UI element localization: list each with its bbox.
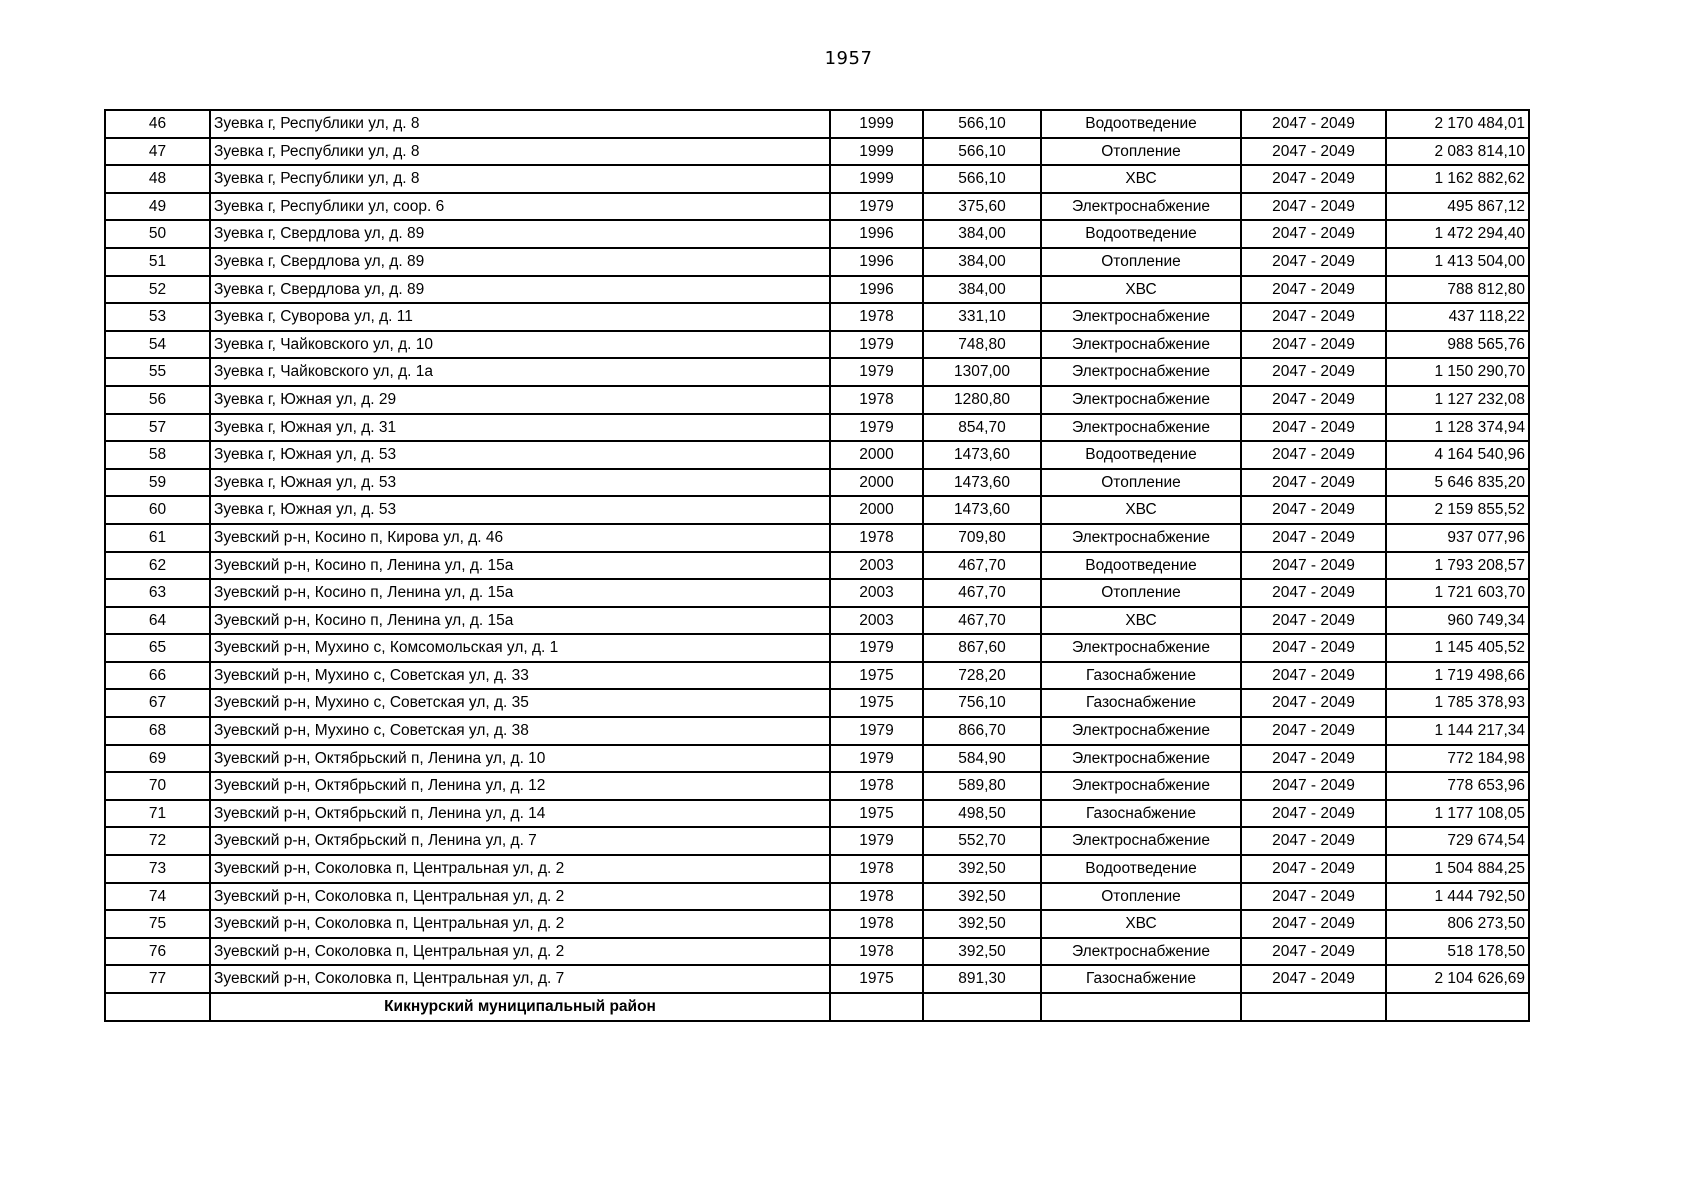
table-row bbox=[105, 248, 1529, 276]
cost-cell: 729 674,54 bbox=[1386, 827, 1529, 855]
section-title: Кикнурский муниципальный район bbox=[210, 993, 830, 1021]
work-type-cell: Отопление bbox=[1041, 138, 1241, 166]
work-type-cell: Электроснабжение bbox=[1041, 331, 1241, 359]
section-row bbox=[105, 993, 1529, 1021]
year-cell: 1979 bbox=[830, 717, 923, 745]
area-cell: 1280,80 bbox=[923, 386, 1041, 414]
address-cell: Зуевка г, Чайковского ул, д. 10 bbox=[210, 331, 830, 359]
cost-cell: 960 749,34 bbox=[1386, 607, 1529, 635]
period-cell: 2047 - 2049 bbox=[1241, 524, 1386, 552]
cost-cell: 1 144 217,34 bbox=[1386, 717, 1529, 745]
period-cell: 2047 - 2049 bbox=[1241, 827, 1386, 855]
row-number: 72 bbox=[105, 827, 210, 855]
period-cell: 2047 - 2049 bbox=[1241, 965, 1386, 993]
period-cell: 2047 - 2049 bbox=[1241, 607, 1386, 635]
cost-cell: 1 413 504,00 bbox=[1386, 248, 1529, 276]
period-cell: 2047 - 2049 bbox=[1241, 220, 1386, 248]
cost-cell: 1 177 108,05 bbox=[1386, 800, 1529, 828]
year-cell: 1975 bbox=[830, 965, 923, 993]
period-cell: 2047 - 2049 bbox=[1241, 110, 1386, 138]
table-row bbox=[105, 745, 1529, 773]
table-row bbox=[105, 772, 1529, 800]
table-row bbox=[105, 220, 1529, 248]
work-type-cell: Электроснабжение bbox=[1041, 358, 1241, 386]
table-row bbox=[105, 717, 1529, 745]
work-type-cell: Электроснабжение bbox=[1041, 745, 1241, 773]
period-cell: 2047 - 2049 bbox=[1241, 552, 1386, 580]
address-cell: Зуевский р-н, Октябрьский п, Ленина ул, д. 7 bbox=[210, 827, 830, 855]
year-cell: 1979 bbox=[830, 827, 923, 855]
section-year-cell bbox=[830, 993, 923, 1021]
area-cell: 331,10 bbox=[923, 303, 1041, 331]
work-type-cell: Электроснабжение bbox=[1041, 938, 1241, 966]
period-cell: 2047 - 2049 bbox=[1241, 441, 1386, 469]
work-type-cell: Электроснабжение bbox=[1041, 414, 1241, 442]
section-area-cell bbox=[923, 993, 1041, 1021]
address-cell: Зуевский р-н, Мухино с, Комсомольская ул, д. 1 bbox=[210, 634, 830, 662]
address-cell: Зуевский р-н, Мухино с, Советская ул, д. 33 bbox=[210, 662, 830, 690]
cost-cell: 1 793 208,57 bbox=[1386, 552, 1529, 580]
address-cell: Зуевка г, Республики ул, д. 8 bbox=[210, 110, 830, 138]
section-cost-cell bbox=[1386, 993, 1529, 1021]
work-type-cell: Электроснабжение bbox=[1041, 717, 1241, 745]
period-cell: 2047 - 2049 bbox=[1241, 496, 1386, 524]
address-cell: Зуевский р-н, Октябрьский п, Ленина ул, д. 14 bbox=[210, 800, 830, 828]
area-cell: 392,50 bbox=[923, 855, 1041, 883]
area-cell: 866,70 bbox=[923, 717, 1041, 745]
cost-cell: 2 170 484,01 bbox=[1386, 110, 1529, 138]
row-number: 70 bbox=[105, 772, 210, 800]
row-number: 46 bbox=[105, 110, 210, 138]
cost-cell: 2 159 855,52 bbox=[1386, 496, 1529, 524]
year-cell: 1999 bbox=[830, 165, 923, 193]
table-row bbox=[105, 165, 1529, 193]
row-number: 63 bbox=[105, 579, 210, 607]
period-cell: 2047 - 2049 bbox=[1241, 883, 1386, 911]
section-type-cell bbox=[1041, 993, 1241, 1021]
address-cell: Зуевский р-н, Косино п, Ленина ул, д. 15а bbox=[210, 552, 830, 580]
row-number: 66 bbox=[105, 662, 210, 690]
cost-cell: 4 164 540,96 bbox=[1386, 441, 1529, 469]
address-cell: Зуевка г, Свердлова ул, д. 89 bbox=[210, 276, 830, 304]
cost-cell: 437 118,22 bbox=[1386, 303, 1529, 331]
year-cell: 1978 bbox=[830, 938, 923, 966]
cost-cell: 1 128 374,94 bbox=[1386, 414, 1529, 442]
cost-cell: 2 083 814,10 bbox=[1386, 138, 1529, 166]
year-cell: 2003 bbox=[830, 607, 923, 635]
year-cell: 2000 bbox=[830, 496, 923, 524]
work-type-cell: Электроснабжение bbox=[1041, 386, 1241, 414]
address-cell: Зуевский р-н, Октябрьский п, Ленина ул, д. 10 bbox=[210, 745, 830, 773]
area-cell: 1473,60 bbox=[923, 469, 1041, 497]
year-cell: 2000 bbox=[830, 441, 923, 469]
area-cell: 756,10 bbox=[923, 689, 1041, 717]
table-body bbox=[105, 110, 1529, 1021]
year-cell: 1996 bbox=[830, 248, 923, 276]
year-cell: 1978 bbox=[830, 772, 923, 800]
cost-cell: 518 178,50 bbox=[1386, 938, 1529, 966]
row-number: 69 bbox=[105, 745, 210, 773]
row-number: 76 bbox=[105, 938, 210, 966]
period-cell: 2047 - 2049 bbox=[1241, 910, 1386, 938]
work-type-cell: Электроснабжение bbox=[1041, 193, 1241, 221]
table-row bbox=[105, 193, 1529, 221]
address-cell: Зуевка г, Республики ул, соор. 6 bbox=[210, 193, 830, 221]
work-type-cell: Электроснабжение bbox=[1041, 827, 1241, 855]
work-type-cell: Водоотведение bbox=[1041, 110, 1241, 138]
table-row bbox=[105, 579, 1529, 607]
cost-cell: 778 653,96 bbox=[1386, 772, 1529, 800]
period-cell: 2047 - 2049 bbox=[1241, 717, 1386, 745]
area-cell: 392,50 bbox=[923, 910, 1041, 938]
period-cell: 2047 - 2049 bbox=[1241, 800, 1386, 828]
cost-cell: 1 785 378,93 bbox=[1386, 689, 1529, 717]
table-row bbox=[105, 276, 1529, 304]
table-row bbox=[105, 524, 1529, 552]
row-number: 54 bbox=[105, 331, 210, 359]
address-cell: Зуевский р-н, Соколовка п, Центральная ул, д. 2 bbox=[210, 855, 830, 883]
cost-cell: 1 721 603,70 bbox=[1386, 579, 1529, 607]
table-row bbox=[105, 910, 1529, 938]
address-cell: Зуевка г, Южная ул, д. 53 bbox=[210, 441, 830, 469]
area-cell: 392,50 bbox=[923, 883, 1041, 911]
table-row bbox=[105, 331, 1529, 359]
address-cell: Зуевка г, Южная ул, д. 53 bbox=[210, 496, 830, 524]
year-cell: 1979 bbox=[830, 358, 923, 386]
cost-cell: 1 719 498,66 bbox=[1386, 662, 1529, 690]
area-cell: 384,00 bbox=[923, 248, 1041, 276]
cost-cell: 788 812,80 bbox=[1386, 276, 1529, 304]
cost-cell: 495 867,12 bbox=[1386, 193, 1529, 221]
period-cell: 2047 - 2049 bbox=[1241, 634, 1386, 662]
cost-cell: 1 127 232,08 bbox=[1386, 386, 1529, 414]
work-type-cell: Газоснабжение bbox=[1041, 662, 1241, 690]
address-cell: Зуевский р-н, Соколовка п, Центральная ул, д. 2 bbox=[210, 883, 830, 911]
area-cell: 854,70 bbox=[923, 414, 1041, 442]
row-number: 75 bbox=[105, 910, 210, 938]
section-period-cell bbox=[1241, 993, 1386, 1021]
year-cell: 1979 bbox=[830, 193, 923, 221]
table-row bbox=[105, 800, 1529, 828]
row-number: 51 bbox=[105, 248, 210, 276]
period-cell: 2047 - 2049 bbox=[1241, 855, 1386, 883]
table-row bbox=[105, 469, 1529, 497]
cost-cell: 772 184,98 bbox=[1386, 745, 1529, 773]
address-cell: Зуевский р-н, Косино п, Ленина ул, д. 15а bbox=[210, 607, 830, 635]
year-cell: 1978 bbox=[830, 524, 923, 552]
year-cell: 2003 bbox=[830, 552, 923, 580]
address-cell: Зуевка г, Чайковского ул, д. 1а bbox=[210, 358, 830, 386]
cost-cell: 937 077,96 bbox=[1386, 524, 1529, 552]
work-type-cell: ХВС bbox=[1041, 910, 1241, 938]
area-cell: 467,70 bbox=[923, 607, 1041, 635]
year-cell: 1975 bbox=[830, 800, 923, 828]
work-type-cell: Газоснабжение bbox=[1041, 965, 1241, 993]
area-cell: 728,20 bbox=[923, 662, 1041, 690]
work-type-cell: Электроснабжение bbox=[1041, 524, 1241, 552]
page-number: 1957 bbox=[824, 48, 873, 69]
year-cell: 1996 bbox=[830, 276, 923, 304]
area-cell: 384,00 bbox=[923, 220, 1041, 248]
address-cell: Зуевский р-н, Косино п, Кирова ул, д. 46 bbox=[210, 524, 830, 552]
table-row bbox=[105, 634, 1529, 662]
row-number: 60 bbox=[105, 496, 210, 524]
row-number: 62 bbox=[105, 552, 210, 580]
row-number: 55 bbox=[105, 358, 210, 386]
area-cell: 467,70 bbox=[923, 579, 1041, 607]
row-number: 74 bbox=[105, 883, 210, 911]
table-row bbox=[105, 965, 1529, 993]
area-cell: 375,60 bbox=[923, 193, 1041, 221]
row-number: 67 bbox=[105, 689, 210, 717]
year-cell: 1978 bbox=[830, 910, 923, 938]
area-cell: 867,60 bbox=[923, 634, 1041, 662]
area-cell: 498,50 bbox=[923, 800, 1041, 828]
table-row bbox=[105, 855, 1529, 883]
period-cell: 2047 - 2049 bbox=[1241, 579, 1386, 607]
cost-cell: 1 504 884,25 bbox=[1386, 855, 1529, 883]
work-type-cell: Отопление bbox=[1041, 248, 1241, 276]
table-row bbox=[105, 607, 1529, 635]
row-number: 48 bbox=[105, 165, 210, 193]
period-cell: 2047 - 2049 bbox=[1241, 331, 1386, 359]
address-cell: Зуевский р-н, Косино п, Ленина ул, д. 15а bbox=[210, 579, 830, 607]
period-cell: 2047 - 2049 bbox=[1241, 248, 1386, 276]
work-type-cell: ХВС bbox=[1041, 276, 1241, 304]
table-row bbox=[105, 883, 1529, 911]
work-type-cell: Отопление bbox=[1041, 579, 1241, 607]
row-number: 49 bbox=[105, 193, 210, 221]
address-cell: Зуевский р-н, Соколовка п, Центральная ул, д. 2 bbox=[210, 910, 830, 938]
table-row bbox=[105, 496, 1529, 524]
cost-cell: 1 162 882,62 bbox=[1386, 165, 1529, 193]
area-cell: 891,30 bbox=[923, 965, 1041, 993]
row-number: 53 bbox=[105, 303, 210, 331]
year-cell: 1978 bbox=[830, 883, 923, 911]
area-cell: 566,10 bbox=[923, 110, 1041, 138]
work-type-cell: Электроснабжение bbox=[1041, 634, 1241, 662]
row-number: 68 bbox=[105, 717, 210, 745]
year-cell: 1979 bbox=[830, 331, 923, 359]
row-number: 73 bbox=[105, 855, 210, 883]
area-cell: 552,70 bbox=[923, 827, 1041, 855]
address-cell: Зуевка г, Суворова ул, д. 11 bbox=[210, 303, 830, 331]
work-type-cell: ХВС bbox=[1041, 496, 1241, 524]
address-cell: Зуевский р-н, Мухино с, Советская ул, д. 38 bbox=[210, 717, 830, 745]
work-type-cell: Газоснабжение bbox=[1041, 689, 1241, 717]
row-number: 52 bbox=[105, 276, 210, 304]
work-type-cell: Электроснабжение bbox=[1041, 772, 1241, 800]
cost-cell: 806 273,50 bbox=[1386, 910, 1529, 938]
period-cell: 2047 - 2049 bbox=[1241, 938, 1386, 966]
work-type-cell: Водоотведение bbox=[1041, 220, 1241, 248]
table-row bbox=[105, 689, 1529, 717]
row-number: 61 bbox=[105, 524, 210, 552]
area-cell: 392,50 bbox=[923, 938, 1041, 966]
area-cell: 1307,00 bbox=[923, 358, 1041, 386]
address-cell: Зуевка г, Республики ул, д. 8 bbox=[210, 165, 830, 193]
year-cell: 1975 bbox=[830, 662, 923, 690]
row-number: 59 bbox=[105, 469, 210, 497]
work-type-cell: Водоотведение bbox=[1041, 855, 1241, 883]
table-row bbox=[105, 938, 1529, 966]
area-cell: 1473,60 bbox=[923, 441, 1041, 469]
area-cell: 467,70 bbox=[923, 552, 1041, 580]
work-type-cell: ХВС bbox=[1041, 607, 1241, 635]
cost-cell: 2 104 626,69 bbox=[1386, 965, 1529, 993]
work-type-cell: Отопление bbox=[1041, 883, 1241, 911]
row-number: 47 bbox=[105, 138, 210, 166]
address-cell: Зуевка г, Южная ул, д. 53 bbox=[210, 469, 830, 497]
section-num-cell bbox=[105, 993, 210, 1021]
address-cell: Зуевский р-н, Соколовка п, Центральная ул, д. 2 bbox=[210, 938, 830, 966]
year-cell: 1979 bbox=[830, 634, 923, 662]
area-cell: 566,10 bbox=[923, 138, 1041, 166]
year-cell: 1999 bbox=[830, 110, 923, 138]
area-cell: 748,80 bbox=[923, 331, 1041, 359]
cost-cell: 1 472 294,40 bbox=[1386, 220, 1529, 248]
row-number: 77 bbox=[105, 965, 210, 993]
address-cell: Зуевский р-н, Мухино с, Советская ул, д. 35 bbox=[210, 689, 830, 717]
year-cell: 1999 bbox=[830, 138, 923, 166]
area-cell: 589,80 bbox=[923, 772, 1041, 800]
cost-cell: 5 646 835,20 bbox=[1386, 469, 1529, 497]
year-cell: 1978 bbox=[830, 303, 923, 331]
row-number: 56 bbox=[105, 386, 210, 414]
year-cell: 2000 bbox=[830, 469, 923, 497]
period-cell: 2047 - 2049 bbox=[1241, 745, 1386, 773]
row-number: 57 bbox=[105, 414, 210, 442]
registry-table bbox=[104, 109, 1530, 1022]
table-row bbox=[105, 414, 1529, 442]
period-cell: 2047 - 2049 bbox=[1241, 358, 1386, 386]
year-cell: 1996 bbox=[830, 220, 923, 248]
row-number: 58 bbox=[105, 441, 210, 469]
area-cell: 584,90 bbox=[923, 745, 1041, 773]
work-type-cell: Отопление bbox=[1041, 469, 1241, 497]
cost-cell: 1 145 405,52 bbox=[1386, 634, 1529, 662]
table-row bbox=[105, 358, 1529, 386]
area-cell: 384,00 bbox=[923, 276, 1041, 304]
table-row bbox=[105, 303, 1529, 331]
area-cell: 566,10 bbox=[923, 165, 1041, 193]
address-cell: Зуевка г, Южная ул, д. 29 bbox=[210, 386, 830, 414]
year-cell: 1979 bbox=[830, 414, 923, 442]
period-cell: 2047 - 2049 bbox=[1241, 772, 1386, 800]
address-cell: Зуевка г, Свердлова ул, д. 89 bbox=[210, 248, 830, 276]
year-cell: 1979 bbox=[830, 745, 923, 773]
table-row bbox=[105, 386, 1529, 414]
address-cell: Зуевский р-н, Соколовка п, Центральная ул, д. 7 bbox=[210, 965, 830, 993]
address-cell: Зуевка г, Южная ул, д. 31 bbox=[210, 414, 830, 442]
cost-cell: 988 565,76 bbox=[1386, 331, 1529, 359]
work-type-cell: Электроснабжение bbox=[1041, 303, 1241, 331]
period-cell: 2047 - 2049 bbox=[1241, 662, 1386, 690]
table-row bbox=[105, 827, 1529, 855]
table-row bbox=[105, 552, 1529, 580]
period-cell: 2047 - 2049 bbox=[1241, 303, 1386, 331]
year-cell: 1975 bbox=[830, 689, 923, 717]
period-cell: 2047 - 2049 bbox=[1241, 193, 1386, 221]
year-cell: 1978 bbox=[830, 386, 923, 414]
row-number: 65 bbox=[105, 634, 210, 662]
address-cell: Зуевский р-н, Октябрьский п, Ленина ул, д. 12 bbox=[210, 772, 830, 800]
area-cell: 709,80 bbox=[923, 524, 1041, 552]
work-type-cell: ХВС bbox=[1041, 165, 1241, 193]
period-cell: 2047 - 2049 bbox=[1241, 138, 1386, 166]
work-type-cell: Газоснабжение bbox=[1041, 800, 1241, 828]
period-cell: 2047 - 2049 bbox=[1241, 276, 1386, 304]
period-cell: 2047 - 2049 bbox=[1241, 689, 1386, 717]
row-number: 50 bbox=[105, 220, 210, 248]
address-cell: Зуевка г, Республики ул, д. 8 bbox=[210, 138, 830, 166]
table-row bbox=[105, 138, 1529, 166]
period-cell: 2047 - 2049 bbox=[1241, 469, 1386, 497]
row-number: 64 bbox=[105, 607, 210, 635]
year-cell: 1978 bbox=[830, 855, 923, 883]
period-cell: 2047 - 2049 bbox=[1241, 414, 1386, 442]
work-type-cell: Водоотведение bbox=[1041, 552, 1241, 580]
cost-cell: 1 444 792,50 bbox=[1386, 883, 1529, 911]
work-type-cell: Водоотведение bbox=[1041, 441, 1241, 469]
period-cell: 2047 - 2049 bbox=[1241, 165, 1386, 193]
period-cell: 2047 - 2049 bbox=[1241, 386, 1386, 414]
year-cell: 2003 bbox=[830, 579, 923, 607]
address-cell: Зуевка г, Свердлова ул, д. 89 bbox=[210, 220, 830, 248]
table-row bbox=[105, 441, 1529, 469]
table-row bbox=[105, 662, 1529, 690]
table-row bbox=[105, 110, 1529, 138]
cost-cell: 1 150 290,70 bbox=[1386, 358, 1529, 386]
area-cell: 1473,60 bbox=[923, 496, 1041, 524]
row-number: 71 bbox=[105, 800, 210, 828]
